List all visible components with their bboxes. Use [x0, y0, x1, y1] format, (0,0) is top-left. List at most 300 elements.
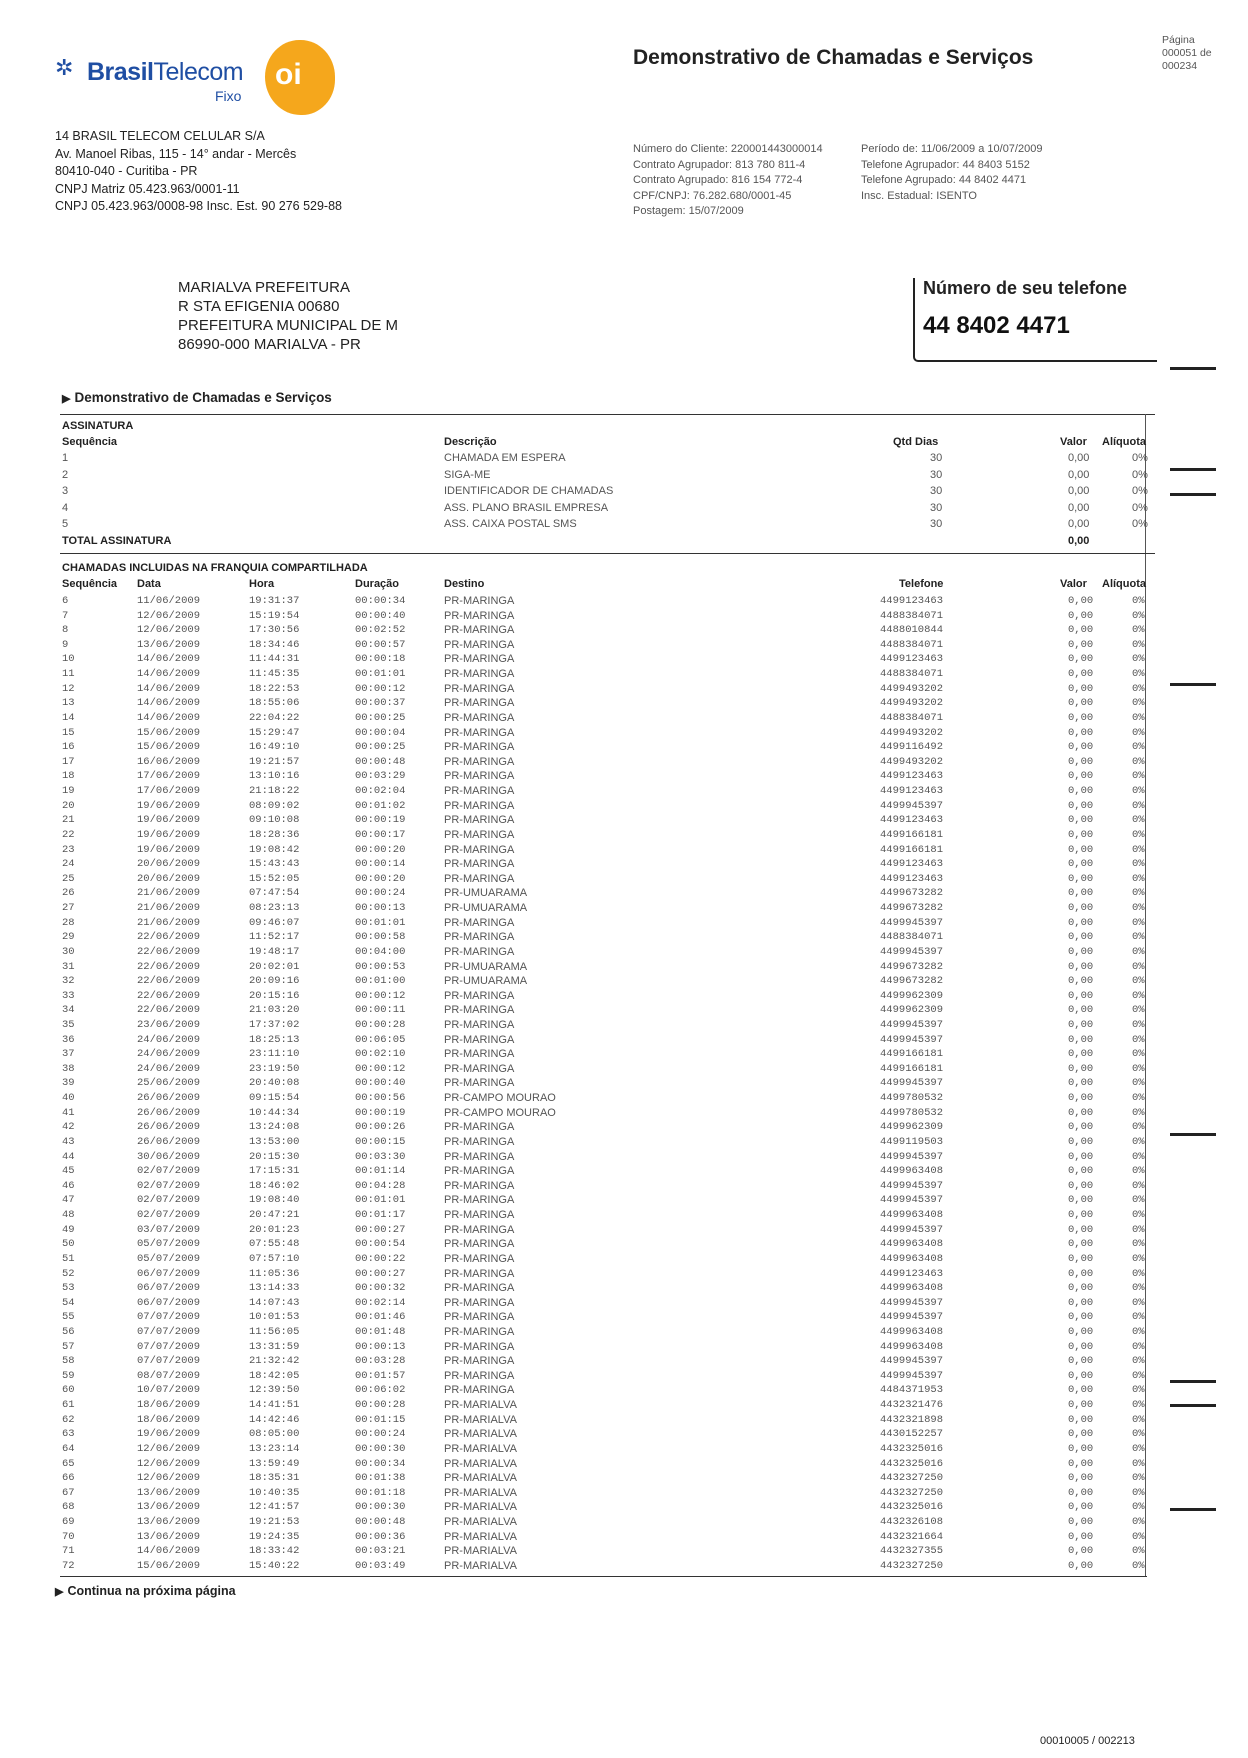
cell-duracao: 00:00:12 — [355, 989, 406, 1002]
cell-seq: 35 — [62, 1018, 75, 1031]
cell-seq: 15 — [62, 726, 75, 739]
cell-seq: 31 — [62, 960, 75, 973]
cell-valor: 0,00 — [1068, 1238, 1094, 1251]
cell-duracao: 00:02:10 — [355, 1048, 406, 1061]
cell-telefone: 4499673282 — [880, 887, 944, 900]
address-line: MARIALVA PREFEITURA — [178, 279, 350, 296]
cell-valor: 0,00 — [1068, 1369, 1094, 1382]
cell-aliquota: 0% — [1132, 1413, 1145, 1426]
cell-aliq: 0% — [1132, 485, 1148, 497]
cell-hora: 21:03:20 — [249, 1004, 300, 1017]
cell-seq: 63 — [62, 1428, 75, 1441]
brand-name: BrasilTelecom — [87, 58, 244, 86]
table-row — [0, 887, 1248, 902]
cell-seq: 9 — [62, 638, 69, 651]
cell-destino: PR-MARINGA — [444, 1238, 515, 1251]
cell-aliquota: 0% — [1132, 1092, 1145, 1105]
assinatura-row — [0, 518, 1248, 533]
cell-data: 14/06/2009 — [137, 682, 201, 695]
cell-duracao: 00:00:58 — [355, 931, 406, 944]
cell-seq: 14 — [62, 711, 75, 724]
cell-valor: 0,00 — [1068, 1311, 1094, 1324]
cell-destino: PR-MARINGA — [444, 741, 515, 754]
cell-valor: 0,00 — [1068, 1516, 1094, 1529]
cell-destino: PR-MARIALVA — [444, 1472, 517, 1485]
cell-hora: 13:14:33 — [249, 1282, 300, 1295]
cell-hora: 11:52:17 — [249, 931, 300, 944]
cell-desc: IDENTIFICADOR DE CHAMADAS — [444, 485, 614, 497]
cell-seq: 44 — [62, 1150, 75, 1163]
cell-data: 20/06/2009 — [137, 858, 201, 871]
cell-aliquota: 0% — [1132, 1238, 1145, 1251]
cell-destino: PR-MARINGA — [444, 609, 515, 622]
cell-destino: PR-UMUARAMA — [444, 975, 528, 988]
cell-valor: 0,00 — [1068, 945, 1094, 958]
cell-aliquota: 0% — [1132, 624, 1145, 637]
cell-data: 05/07/2009 — [137, 1252, 201, 1265]
cell-destino: PR-MARINGA — [444, 711, 515, 724]
cell-hora: 08:09:02 — [249, 799, 300, 812]
cell-telefone: 4499945397 — [880, 1311, 944, 1324]
cell-duracao: 00:00:13 — [355, 902, 406, 915]
assinatura-row — [0, 469, 1248, 484]
cell-hora: 18:55:06 — [249, 697, 300, 710]
cell-hora: 09:10:08 — [249, 814, 300, 827]
cell-valor: 0,00 — [1068, 1545, 1094, 1558]
cell-aliquota: 0% — [1132, 1340, 1145, 1353]
cell-valor: 0,00 — [1068, 1399, 1094, 1412]
cell-aliquota: 0% — [1132, 638, 1145, 651]
cell-destino: PR-MARINGA — [444, 726, 515, 739]
cell-seq: 45 — [62, 1165, 75, 1178]
cell-valor: 0,00 — [1068, 668, 1094, 681]
cell-telefone: 4432327250 — [880, 1472, 944, 1485]
cell-valor: 0,00 — [1068, 1194, 1094, 1207]
cell-destino: PR-MARINGA — [444, 858, 515, 871]
billing-period: Período de: 11/06/2009 a 10/07/2009 — [861, 143, 1043, 155]
cell-aliquota: 0% — [1132, 1223, 1145, 1236]
cell-seq: 16 — [62, 741, 75, 754]
cell-telefone: 4432325016 — [880, 1457, 944, 1470]
cell-valor: 0,00 — [1068, 902, 1094, 915]
cell-desc: SIGA-ME — [444, 468, 491, 481]
cell-valor: 0,00 — [1068, 1442, 1094, 1455]
divider — [60, 1576, 1147, 1577]
cell-duracao: 00:00:32 — [355, 1282, 406, 1295]
cell-seq: 33 — [62, 989, 75, 1002]
cell-data: 22/06/2009 — [137, 960, 201, 973]
cell-destino: PR-MARIALVA — [444, 1413, 517, 1426]
cell-aliquota: 0% — [1132, 799, 1145, 812]
cell-duracao: 00:00:20 — [355, 872, 406, 885]
cell-aliquota: 0% — [1132, 755, 1145, 768]
cell-data: 21/06/2009 — [137, 887, 201, 900]
cell-destino: PR-MARINGA — [444, 1340, 515, 1353]
cell-duracao: 00:01:38 — [355, 1472, 406, 1485]
cell-destino: PR-MARIALVA — [444, 1486, 517, 1499]
cell-hora: 14:42:46 — [249, 1413, 300, 1426]
cell-hora: 15:29:47 — [249, 726, 300, 739]
cell-destino: PR-MARINGA — [444, 1062, 515, 1075]
brand-sub: Fixo — [215, 88, 242, 104]
company-name: 14 BRASIL TELECOM CELULAR S/A — [55, 129, 265, 143]
cell-seq: 13 — [62, 697, 75, 710]
cell-duracao: 00:00:53 — [355, 960, 406, 973]
cell-data: 14/06/2009 — [137, 697, 201, 710]
cell-valor: 0,00 — [1068, 1018, 1094, 1031]
cell-valor: 0,00 — [1068, 1209, 1094, 1222]
cell-destino: PR-MARINGA — [444, 1033, 515, 1046]
cell-aliquota: 0% — [1132, 1457, 1145, 1470]
table-row — [0, 1458, 1248, 1473]
cell-aliquota: 0% — [1132, 945, 1145, 958]
cell-destino: PR-MARINGA — [444, 945, 515, 958]
cell-hora: 18:22:53 — [249, 682, 300, 695]
cell-seq: 21 — [62, 814, 75, 827]
company-cnpj-matriz: CNPJ Matriz 05.423.963/0001-11 — [55, 181, 240, 196]
cell-hora: 11:56:05 — [249, 1326, 300, 1338]
table-row — [0, 858, 1248, 873]
cell-hora: 11:45:35 — [249, 668, 300, 681]
address-line: R STA EFIGENIA 00680 — [178, 298, 340, 315]
cell-hora: 20:15:16 — [249, 989, 300, 1002]
cell-data: 18/06/2009 — [137, 1413, 201, 1426]
cell-duracao: 00:00:27 — [355, 1223, 406, 1236]
cell-duracao: 00:00:26 — [355, 1121, 406, 1134]
cell-telefone: 4432326108 — [880, 1516, 944, 1529]
cell-aliquota: 0% — [1132, 1355, 1145, 1368]
cell-valor: 0,00 — [1068, 682, 1094, 695]
cell-telefone: 4499493202 — [880, 726, 944, 739]
cell-hora: 20:15:30 — [249, 1150, 300, 1163]
cell-seq: 26 — [62, 887, 75, 900]
table-row — [0, 668, 1248, 683]
cell-valor: 0,00 — [1068, 1223, 1094, 1236]
table-row — [0, 1107, 1248, 1122]
total-assinatura-value: 0,00 — [1068, 535, 1090, 547]
cell-telefone: 4432325016 — [880, 1442, 944, 1455]
col-header-seq: Sequência — [62, 436, 118, 448]
brasil-telecom-logo — [55, 50, 345, 120]
cell-hora: 20:09:16 — [249, 975, 300, 988]
table-row — [0, 1282, 1248, 1297]
cell-valor: 0,00 — [1068, 916, 1094, 929]
cell-telefone: 4499119503 — [880, 1135, 944, 1148]
cell-duracao: 00:00:28 — [355, 1399, 406, 1412]
cell-duracao: 00:00:54 — [355, 1238, 406, 1251]
table-row — [0, 1063, 1248, 1078]
cell-hora: 08:05:00 — [249, 1428, 300, 1441]
cell-duracao: 00:03:21 — [355, 1545, 406, 1558]
cell-telefone: 4432327250 — [880, 1559, 944, 1572]
page-total: 000234 — [1162, 60, 1198, 72]
cell-destino: PR-MARINGA — [444, 1326, 515, 1338]
cell-hora: 19:24:35 — [249, 1530, 300, 1543]
cell-telefone: 4499963408 — [880, 1238, 944, 1251]
cell-data: 22/06/2009 — [137, 975, 201, 988]
cell-telefone: 4488010844 — [880, 624, 944, 637]
cell-seq: 57 — [62, 1340, 75, 1353]
cell-valor: 0,00 — [1068, 1179, 1094, 1192]
cell-telefone: 4499123463 — [880, 1267, 944, 1280]
cell-telefone: 4499962309 — [880, 989, 944, 1002]
cell-destino: PR-MARINGA — [444, 1165, 515, 1178]
cell-hora: 20:40:08 — [249, 1077, 300, 1090]
assinatura-row — [0, 485, 1248, 500]
cell-data: 18/06/2009 — [137, 1399, 201, 1412]
page-title: Demonstrativo de Chamadas e Serviços — [633, 46, 1034, 69]
cell-hora: 20:01:23 — [249, 1223, 300, 1236]
col-header-hora: Hora — [249, 578, 275, 590]
cell-destino: PR-MARINGA — [444, 828, 515, 841]
cell-valor: 0,00 — [1068, 1150, 1094, 1163]
cell-destino: PR-MARINGA — [444, 1223, 515, 1236]
phone-agrupador: Telefone Agrupador: 44 8403 5152 — [861, 158, 1030, 171]
cell-aliquota: 0% — [1132, 1472, 1145, 1485]
cell-destino: PR-MARINGA — [444, 653, 515, 666]
cell-hora: 07:47:54 — [249, 887, 300, 900]
cell-hora: 16:49:10 — [249, 741, 300, 754]
cell-data: 26/06/2009 — [137, 1092, 201, 1105]
cell-seq: 11 — [62, 668, 75, 681]
cell-seq: 49 — [62, 1223, 75, 1236]
cell-duracao: 00:00:37 — [355, 697, 406, 710]
cell-aliquota: 0% — [1132, 843, 1145, 856]
cell-data: 02/07/2009 — [137, 1209, 201, 1222]
cell-aliquota: 0% — [1132, 1150, 1145, 1163]
cell-valor: 0,00 — [1068, 975, 1094, 988]
table-row — [0, 946, 1248, 961]
cell-seq: 66 — [62, 1472, 75, 1485]
table-row — [0, 1414, 1248, 1429]
table-row — [0, 1399, 1248, 1414]
cpf-cnpj: CPF/CNPJ: 76.282.680/0001-45 — [633, 189, 792, 202]
cell-hora: 17:30:56 — [249, 624, 300, 637]
cell-destino: PR-MARINGA — [444, 668, 515, 681]
cell-destino: PR-MARIALVA — [444, 1442, 517, 1455]
section-title-text: Demonstrativo de Chamadas e Serviços — [74, 390, 332, 405]
cell-telefone: 4499166181 — [880, 1048, 944, 1061]
cell-valor: 0,00 — [1068, 1355, 1094, 1368]
cell-hora: 17:15:31 — [249, 1165, 300, 1178]
cell-telefone: 4499945397 — [880, 1033, 944, 1046]
cell-valor: 0,00 — [1068, 741, 1094, 754]
client-info-left — [633, 142, 823, 220]
cell-duracao: 00:01:48 — [355, 1326, 406, 1338]
cell-seq: 30 — [62, 945, 75, 958]
cell-valor: 0,00 — [1068, 1486, 1094, 1499]
cell-destino: PR-MARINGA — [444, 595, 515, 607]
continue-note — [55, 1584, 236, 1598]
cell-telefone: 4484371953 — [880, 1384, 944, 1397]
cell-duracao: 00:00:18 — [355, 653, 406, 666]
cell-aliquota: 0% — [1132, 1077, 1145, 1090]
table-row — [0, 1165, 1248, 1180]
cell-duracao: 00:01:46 — [355, 1311, 406, 1324]
cell-destino: PR-MARINGA — [444, 872, 515, 885]
cell-valor: 0,00 — [1068, 452, 1090, 464]
cell-data: 25/06/2009 — [137, 1077, 201, 1090]
cell-seq: 62 — [62, 1413, 75, 1426]
cell-valor: 0,00 — [1068, 1340, 1094, 1353]
cell-duracao: 00:03:49 — [355, 1559, 406, 1572]
section-title — [62, 390, 332, 405]
table-row — [0, 975, 1248, 990]
cell-hora: 14:41:51 — [249, 1399, 300, 1412]
cell-aliquota: 0% — [1132, 916, 1145, 929]
cell-valor: 0,00 — [1068, 989, 1094, 1002]
cell-seq: 52 — [62, 1267, 75, 1280]
cell-aliquota: 0% — [1132, 1326, 1145, 1338]
cell-data: 20/06/2009 — [137, 872, 201, 885]
cell-duracao: 00:00:24 — [355, 1428, 406, 1441]
page-current: 000051 de — [1162, 47, 1212, 59]
table-row — [0, 1531, 1248, 1546]
cell-telefone: 4488384071 — [880, 931, 944, 944]
cell-desc: ASS. CAIXA POSTAL SMS — [444, 518, 577, 530]
table-row — [0, 961, 1248, 976]
cell-telefone: 4499673282 — [880, 902, 944, 915]
table-row — [0, 1443, 1248, 1458]
cell-duracao: 00:03:30 — [355, 1150, 406, 1163]
cell-duracao: 00:04:28 — [355, 1179, 406, 1192]
phone-label: Número de seu telefone — [923, 278, 1128, 298]
cell-aliquota: 0% — [1132, 1121, 1145, 1134]
cell-seq: 65 — [62, 1457, 75, 1470]
cell-duracao: 00:01:01 — [355, 916, 406, 929]
cell-hora: 20:47:21 — [249, 1209, 300, 1222]
cell-aliquota: 0% — [1132, 595, 1145, 607]
cell-aliquota: 0% — [1132, 1209, 1145, 1222]
table-row — [0, 873, 1248, 888]
cell-aliquota: 0% — [1132, 726, 1145, 739]
cell-destino: PR-MARINGA — [444, 1048, 515, 1061]
cell-seq: 56 — [62, 1326, 75, 1338]
oi-logo-text: oi — [275, 58, 302, 91]
cell-valor: 0,00 — [1068, 1135, 1094, 1148]
cell-data: 12/06/2009 — [137, 1457, 201, 1470]
col-header-aliq: Alíquota — [1102, 578, 1146, 590]
table-row — [0, 1209, 1248, 1224]
cell-destino: PR-MARINGA — [444, 1252, 515, 1265]
cell-hora: 18:46:02 — [249, 1179, 300, 1192]
table-row — [0, 639, 1248, 654]
col-header-valor: Valor — [1060, 436, 1087, 448]
assinatura-row — [0, 452, 1248, 467]
cell-data: 03/07/2009 — [137, 1223, 201, 1236]
cell-valor: 0,00 — [1068, 1004, 1094, 1017]
table-row — [0, 1472, 1248, 1487]
cell-duracao: 00:01:15 — [355, 1413, 406, 1426]
cell-data: 07/07/2009 — [137, 1355, 201, 1368]
cell-valor: 0,00 — [1068, 638, 1094, 651]
cell-destino: PR-MARINGA — [444, 843, 515, 856]
cell-seq: 24 — [62, 858, 75, 871]
cell-data: 23/06/2009 — [137, 1018, 201, 1031]
cell-destino: PR-MARINGA — [444, 1384, 515, 1397]
cell-telefone: 4432327355 — [880, 1545, 944, 1558]
cell-valor: 0,00 — [1068, 711, 1094, 724]
cell-aliquota: 0% — [1132, 1194, 1145, 1207]
cell-seq: 47 — [62, 1194, 75, 1207]
cell-aliquota: 0% — [1132, 887, 1145, 900]
cell-seq: 4 — [62, 501, 69, 514]
cell-data: 21/06/2009 — [137, 902, 201, 915]
cell-hora: 18:42:05 — [249, 1369, 300, 1382]
cell-data: 06/07/2009 — [137, 1267, 201, 1280]
cell-duracao: 00:01:02 — [355, 799, 406, 812]
cell-valor: 0,00 — [1068, 726, 1094, 739]
cell-destino: PR-MARINGA — [444, 1355, 515, 1368]
cell-aliquota: 0% — [1132, 1004, 1145, 1017]
cell-telefone: 4499962309 — [880, 1121, 944, 1134]
cell-valor: 0,00 — [1068, 485, 1090, 497]
cell-data: 02/07/2009 — [137, 1194, 201, 1207]
cell-data: 13/06/2009 — [137, 1501, 201, 1514]
cell-aliquota: 0% — [1132, 1516, 1145, 1529]
cell-telefone: 4499945397 — [880, 916, 944, 929]
cell-aliquota: 0% — [1132, 1252, 1145, 1265]
cell-duracao: 00:00:34 — [355, 1457, 406, 1470]
cell-aliquota: 0% — [1132, 814, 1145, 827]
cell-data: 21/06/2009 — [137, 916, 201, 929]
cell-desc: ASS. PLANO BRASIL EMPRESA — [444, 501, 609, 514]
cell-hora: 18:28:36 — [249, 828, 300, 841]
cell-duracao: 00:00:40 — [355, 1077, 406, 1090]
cell-duracao: 00:01:57 — [355, 1369, 406, 1382]
cell-hora: 19:31:37 — [249, 595, 300, 607]
cell-destino: PR-MARINGA — [444, 1369, 515, 1382]
cell-aliquota: 0% — [1132, 1428, 1145, 1441]
cell-valor: 0,00 — [1068, 1472, 1094, 1485]
cell-valor: 0,00 — [1068, 1282, 1094, 1295]
cell-hora: 17:37:02 — [249, 1018, 300, 1031]
cell-valor: 0,00 — [1068, 799, 1094, 812]
cell-hora: 09:46:07 — [249, 916, 300, 929]
cell-destino: PR-MARINGA — [444, 1267, 515, 1280]
cell-duracao: 00:00:14 — [355, 858, 406, 871]
table-row — [0, 683, 1248, 698]
cell-seq: 71 — [62, 1545, 75, 1558]
cell-data: 19/06/2009 — [137, 828, 201, 841]
cell-telefone: 4499123463 — [880, 785, 944, 798]
cell-destino: PR-MARINGA — [444, 1311, 515, 1324]
cell-hora: 23:11:10 — [249, 1048, 300, 1061]
cell-hora: 10:01:53 — [249, 1311, 300, 1324]
cell-hora: 11:05:36 — [249, 1267, 300, 1280]
cell-destino: PR-MARINGA — [444, 799, 515, 812]
cell-destino: PR-UMUARAMA — [444, 902, 528, 915]
address-line: 86990-000 MARIALVA - PR — [178, 336, 361, 353]
cell-data: 17/06/2009 — [137, 770, 201, 783]
cell-data: 12/06/2009 — [137, 609, 201, 622]
cell-seq: 51 — [62, 1252, 75, 1265]
cell-telefone: 4499166181 — [880, 1062, 944, 1075]
assinatura-title: ASSINATURA — [62, 420, 134, 432]
cell-data: 15/06/2009 — [137, 726, 201, 739]
cell-telefone: 4488384071 — [880, 609, 944, 622]
cell-hora: 07:57:10 — [249, 1252, 300, 1265]
cell-data: 05/07/2009 — [137, 1238, 201, 1251]
cell-valor: 0,00 — [1068, 785, 1094, 798]
cell-data: 13/06/2009 — [137, 1486, 201, 1499]
cell-hora: 21:32:42 — [249, 1355, 300, 1368]
cell-destino: PR-MARINGA — [444, 916, 515, 929]
cell-aliquota: 0% — [1132, 975, 1145, 988]
cell-seq: 5 — [62, 518, 69, 530]
cell-duracao: 00:00:12 — [355, 682, 406, 695]
cell-seq: 1 — [62, 452, 69, 464]
